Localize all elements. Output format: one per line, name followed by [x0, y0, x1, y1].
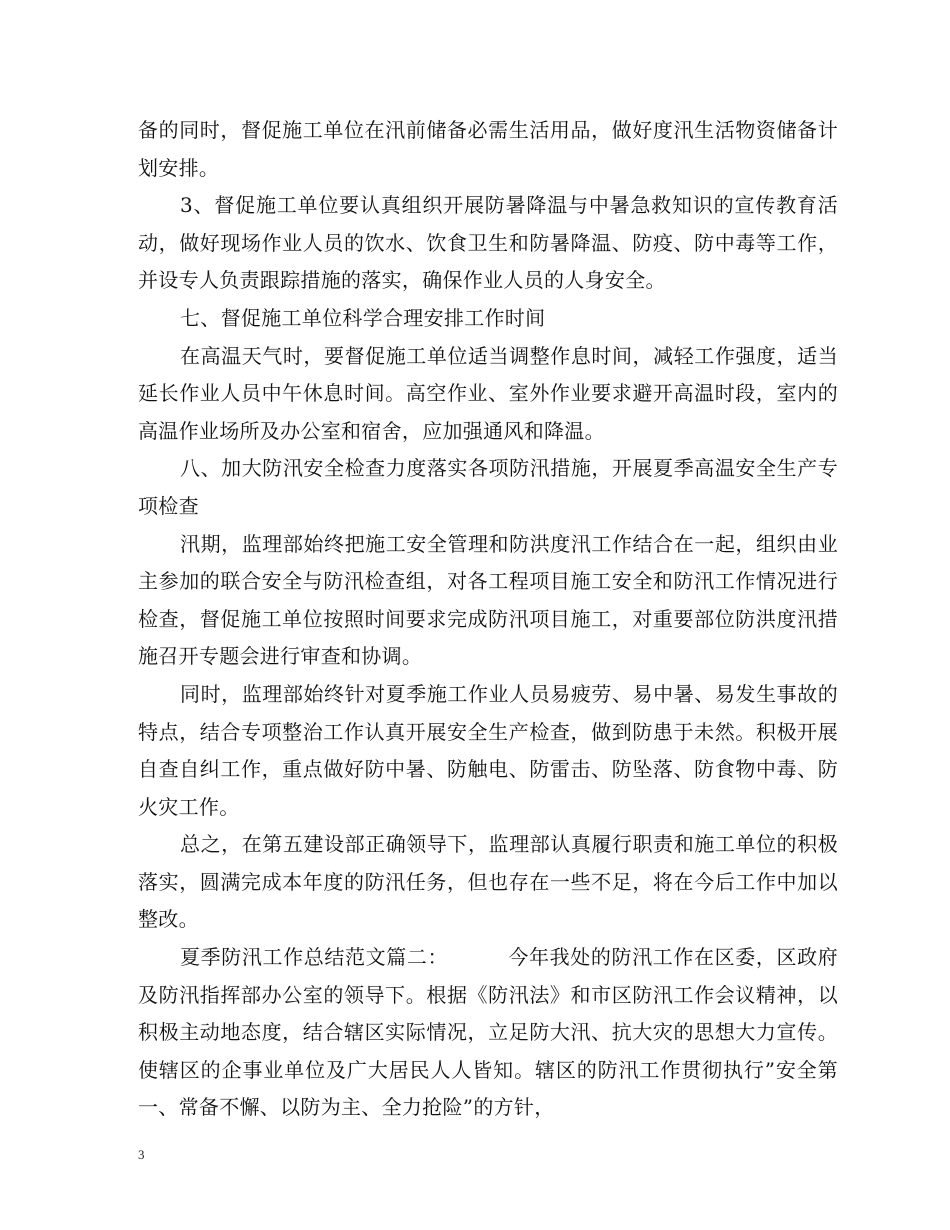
paragraph-flood-inspection: 汛期，监理部始终把施工安全管理和防洪度汛工作结合在一起，组织由业主参加的联合安全与防汛检查组，对各工程项目施工安全和防汛工作情况进行检查，督促施工单位按照时间要求完成防汛项目施工，对重要部位防洪度汛措施召开专题会进行审查和协调。: [138, 531, 838, 669]
section-heading-seven: 七、督促施工单位科学合理安排工作时间: [180, 305, 546, 330]
section-heading-eight: 八、加大防汛安全检查力度落实各项防汛措施，开展夏季高温安全生产专项检查: [138, 456, 838, 518]
sample-two-body: 今年我处的防汛工作在区委，区政府及防汛指挥部办公室的领导下。根据《防汛法》和市区防汛工作会议精神，以积极主动地态度，结合辖区实际情况，立足防大汛、抗大灾的思想大力宣传。使辖区的企事业单位及广大居民人人皆知。辖区的防汛工作贯彻执行”安全第一、常备不懈、以防为主、全力抢险”的方针，: [138, 945, 838, 1120]
paragraph-working-hours: 在高温天气时，要督促施工单位适当调整作息时间，减轻工作强度，适当延长作业人员中午休息时间。高空作业、室外作业要求避开高温时段，室内的高温作业场所及办公室和宿舍，应加强通风和降温。: [138, 343, 838, 443]
paragraph-conclusion: 总之，在第五建设部正确领导下，监理部认真履行职责和施工单位的积极落实，圆满完成本年度的防汛任务，但也存在一些不足，将在今后工作中加以整改。: [138, 832, 838, 932]
paragraph-summer-safety: 同时，监理部始终针对夏季施工作业人员易疲劳、易中暑、易发生事故的特点，结合专项整治工作认真开展安全生产检查，做到防患于未然。积极开展自查自纠工作，重点做好防中暑、防触电、防雷击、防坠落、防食物中毒、防火灾工作。: [138, 681, 838, 819]
document-body: [138, 112, 838, 1127]
paragraph-sample-two: [138, 939, 838, 1127]
sample-two-heading: 夏季防汛工作总结范文篇二：: [180, 945, 449, 970]
paragraph-item-3: 3、督促施工单位要认真组织开展防暑降温与中暑急救知识的宣传教育活动，做好现场作业人员的饮水、饮食卫生和防暑降温、防疫、防中毒等工作，并设专人负责跟踪措施的落实，确保作业人员的人身安全。: [138, 193, 838, 293]
paragraph-continuation: 备的同时，督促施工单位在汛前储备必需生活用品，做好度汛生活物资储备计划安排。: [138, 118, 838, 180]
page-number: 3: [138, 1147, 145, 1162]
